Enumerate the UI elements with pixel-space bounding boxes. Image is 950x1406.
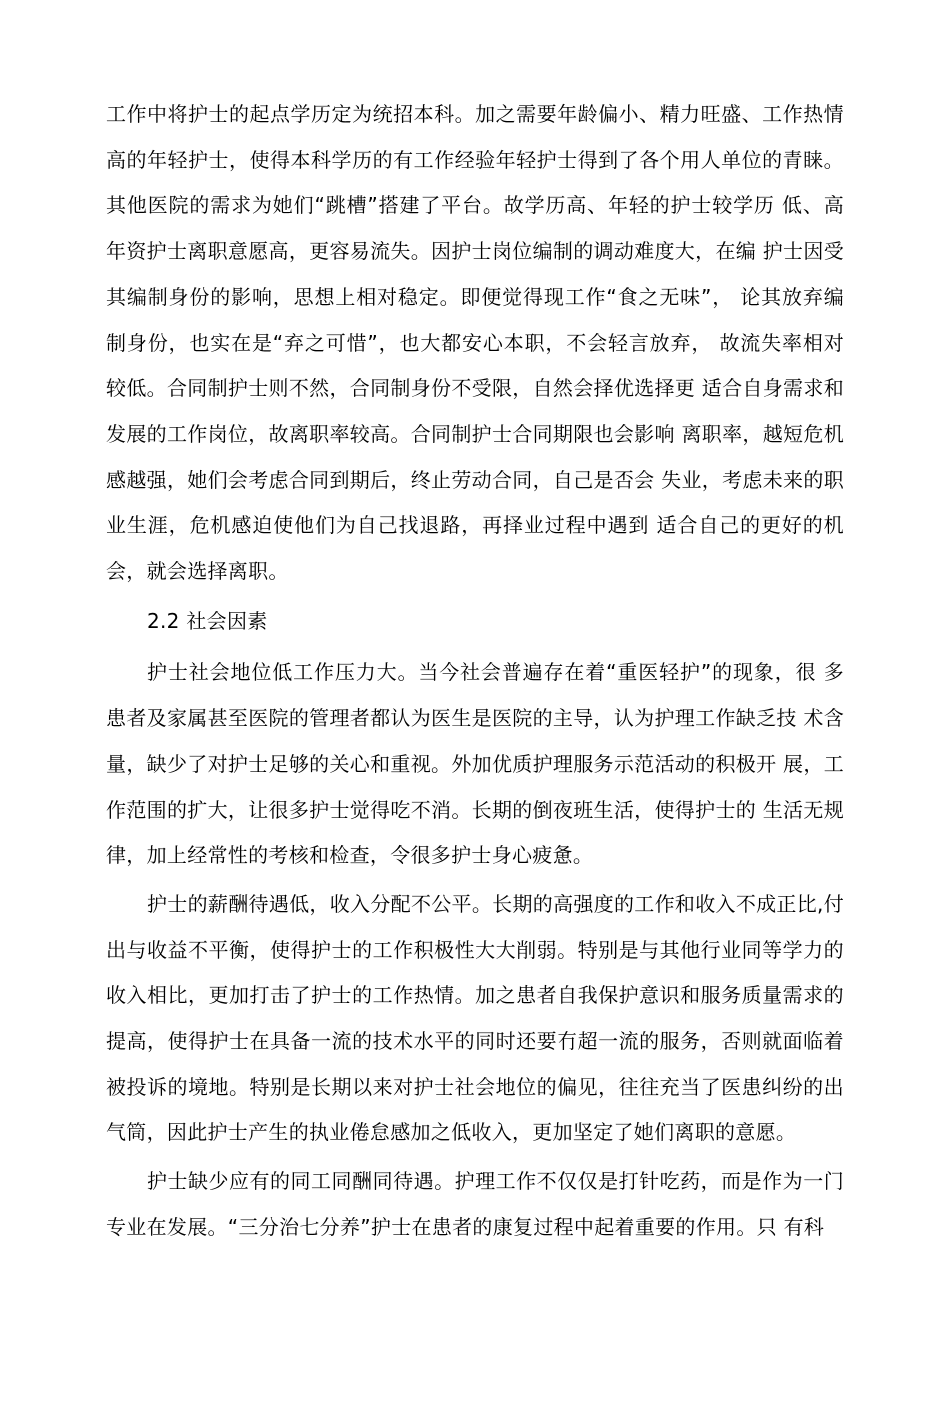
paragraph-continued: 工作中将护士的起点学历定为统招本科。加之需要年龄偏小、精力旺盛、工作热情高的年轻护士，使得本科学历的有工作经验年轻护士得到了各个用人单位的青睐。其他医院的需求为她们“跳槽”搭建了平台。故学历高、年轻的护士较学历 低、高年资护士离职意愿高，更容易流失。因护士岗位编制的调动难度大，在编 护士因受其编制身份的影响，思想上相对稳定。即便觉得现工作“食之无味”， 论其放弃编制身份，也实在是“弃之可惜”，也大都安心本职，不会轻言放弃， 故流失率相对较低。合同制护士则不然，合同制身份不受限，自然会择优选择更 适合自身需求和发展的工作岗位，故离职率较高。合同制护士合同期限也会影响 离职率，越短危机感越强，她们会考虑合同到期后，终止劳动合同，自己是否会 失业，考虑未来的职业生涯，危机感迫使他们为自己找退路，再择业过程中遇到 适合自己的更好的机会，就会选择离职。 [106, 102, 844, 584]
section-heading: 2.2 社会因素 [147, 608, 268, 633]
paragraph-equal-pay: 护士缺少应有的同工同酬同待遇。护理工作不仅仅是打针吃药，而是作为一门专业在发展。“三分治七分养”护士在患者的康复过程中起着重要的作用。只 有科 [106, 1169, 844, 1239]
paragraph-salary: 护士的薪酬待遇低，收入分配不公平。长期的高强度的工作和收入不成正比,付出与收益不平衡，使得护士的工作积极性大大削弱。特别是与其他行业同等学力的收入相比，更加打击了护士的工作热情。加之患者自我保护意识和服务质量需求的提高，使得护士在具备一流的技术水平的同时还要冇超一流的服务，否则就面临着被投诉的境地。特别是长期以来对护士社会地位的偏见，往往充当了医患纠纷的出气筒，因此护士产生的执业倦怠感加之低收入，更加坚定了她们离职的意愿。 [106, 891, 844, 1145]
paragraph-social-status: 护士社会地位低工作压力大。当今社会普遍存在着“重医轻护”的现象，很 多患者及家属甚至医院的管理者都认为医生是医院的主导，认为护理工作缺乏技 术含量，缺少了对护士足够的关心和重视。外加优质护理服务示范活动的积极开 展，工作范围的扩大，让很多护士觉得吃不消。长期的倒夜班生活，使得护士的 生活无规律，加上经常性的考核和检查，令很多护士身心疲惫。 [106, 660, 844, 868]
